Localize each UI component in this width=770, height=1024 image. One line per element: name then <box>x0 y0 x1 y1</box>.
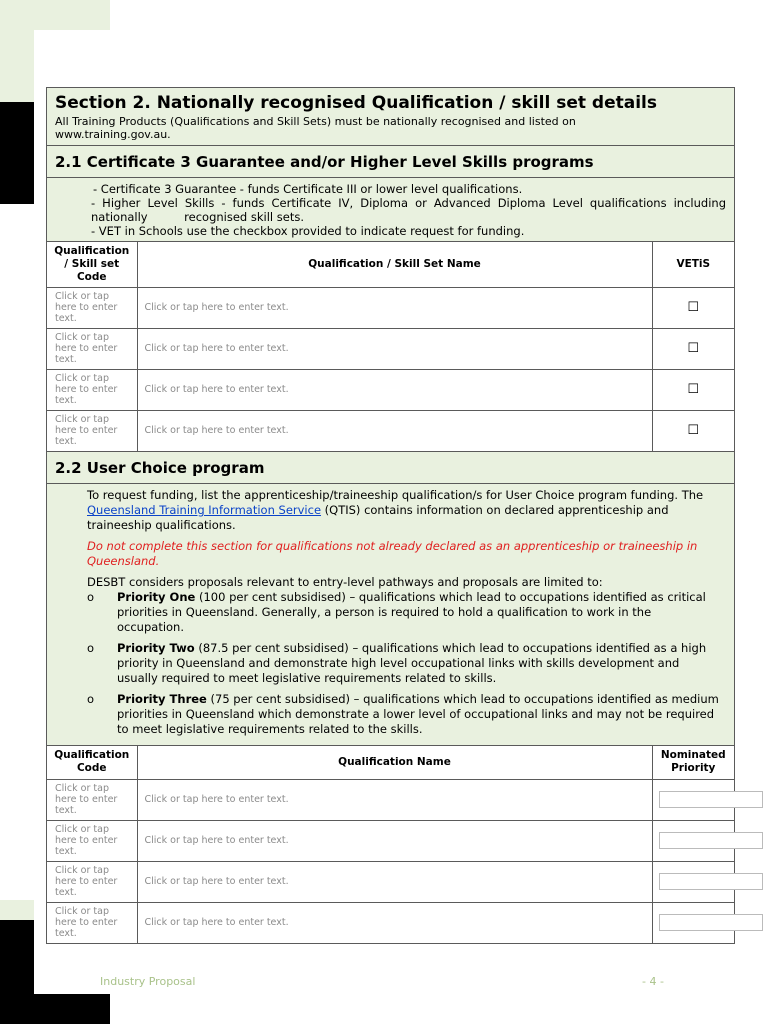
table-row <box>47 328 734 369</box>
code-input[interactable]: Click or tap here to enter text. <box>47 328 137 369</box>
priority-item <box>87 641 720 686</box>
table-2-2-wrap <box>47 746 734 943</box>
code-input[interactable]: Click or tap here to enter text. <box>47 287 137 328</box>
priority-cell <box>652 820 734 861</box>
table-row <box>47 287 734 328</box>
priority-text <box>117 692 720 737</box>
corner-tab-green <box>0 0 110 30</box>
table-row <box>47 902 734 943</box>
priority-item <box>87 692 720 737</box>
nominated-priority-input[interactable] <box>659 832 763 849</box>
section-heading: 2.2 User Choice program <box>55 459 265 477</box>
priority-cell <box>652 902 734 943</box>
section-title: Section 2. Nationally recognised Qualification / skill set details <box>55 93 657 113</box>
section-2-2-header <box>47 452 734 484</box>
section-2-1-header <box>47 146 734 178</box>
footer-doc-title: Industry Proposal <box>100 975 196 988</box>
priority-label: Priority One <box>117 590 196 604</box>
priority-text <box>117 590 720 635</box>
vetis-checkbox[interactable]: ☐ <box>652 328 734 369</box>
edge-strip-green-lower <box>0 900 34 920</box>
section-2-1-notes <box>47 178 734 242</box>
code-input[interactable]: Click or tap here to enter text. <box>47 902 137 943</box>
vetis-checkbox[interactable]: ☐ <box>652 369 734 410</box>
edge-tab-black-top <box>0 102 34 204</box>
code-input[interactable]: Click or tap here to enter text. <box>47 410 137 451</box>
column-header: Qualification / Skill Set Name <box>137 242 652 287</box>
name-input[interactable]: Click or tap here to enter text. <box>137 779 652 820</box>
bottom-bar-black <box>0 994 110 1024</box>
bullet-marker: o <box>87 590 95 604</box>
table-row <box>47 779 734 820</box>
section-2-2-notes <box>47 484 734 746</box>
vetis-checkbox[interactable]: ☐ <box>652 287 734 328</box>
table-row <box>47 369 734 410</box>
bullet-marker: o <box>87 641 95 655</box>
intro-paragraph <box>87 488 720 533</box>
priority-item <box>87 590 720 635</box>
section-2-header <box>47 88 734 146</box>
priority-label: Priority Three <box>117 692 207 706</box>
section-subtitle: All Training Products (Qualifications and Skill Sets) must be nationally recognised and listed on www.training.gov.au. <box>55 115 576 141</box>
note-vetis: - VET in Schools use the checkbox provided to indicate request for funding. <box>91 224 525 238</box>
priority-cell <box>652 861 734 902</box>
column-header: Qualification Name <box>137 746 652 779</box>
priority-desc: (87.5 per cent subsidised) – qualifications which lead to occupations identified as a high priority in Queensland and demonstrate high level occupational links with skills development and usually required to meet legislative requirements related to skills. <box>117 641 707 685</box>
code-input[interactable]: Click or tap here to enter text. <box>47 820 137 861</box>
footer-page-number: - 4 - <box>642 975 664 988</box>
vetis-checkbox[interactable]: ☐ <box>652 410 734 451</box>
column-header: VETiS <box>652 242 734 287</box>
table-2-1-wrap <box>47 242 734 452</box>
code-input[interactable]: Click or tap here to enter text. <box>47 779 137 820</box>
code-input[interactable]: Click or tap here to enter text. <box>47 861 137 902</box>
note-higher-level: - Higher Level Skills - funds Certificate IV, Diploma or Advanced Diploma Level qualifications including nationally recognised skill sets. <box>91 196 730 224</box>
intro-text-end: (QTIS) contains information on declared apprenticeship and traineeship qualifications. <box>87 503 669 532</box>
code-input[interactable]: Click or tap here to enter text. <box>47 369 137 410</box>
table-row <box>47 861 734 902</box>
column-header: Qualification Code <box>47 746 137 779</box>
table-row <box>47 410 734 451</box>
form-frame <box>46 87 735 944</box>
intro-text: To request funding, list the apprenticeship/traineeship qualification/s for User Choice program funding. The <box>87 488 704 502</box>
qualification-table-2-1 <box>47 242 734 451</box>
bullet-marker: o <box>87 692 95 706</box>
name-input[interactable]: Click or tap here to enter text. <box>137 410 652 451</box>
nominated-priority-input[interactable] <box>659 791 763 808</box>
nominated-priority-input[interactable] <box>659 914 763 931</box>
column-header: Qualification / Skill set Code <box>47 242 137 287</box>
column-header: Nominated Priority <box>652 746 734 779</box>
warning-text: Do not complete this section for qualifications not already declared as an apprenticeship or traineeship in Queensland. <box>87 539 698 568</box>
priority-cell <box>652 779 734 820</box>
considers-text: DESBT considers proposals relevant to entry-level pathways and proposals are limited to: <box>87 575 603 589</box>
nominated-priority-input[interactable] <box>659 873 763 890</box>
priority-desc: (75 per cent subsidised) – qualifications which lead to occupations identified as medium priorities in Queensland which demonstrate a lower level of occupational links and may not be required to meet legislative requirements related to the skills. <box>117 692 719 736</box>
note-cert3: - Certificate 3 Guarantee - funds Certificate III or lower level qualifications. <box>93 182 523 196</box>
name-input[interactable]: Click or tap here to enter text. <box>137 287 652 328</box>
priority-desc: (100 per cent subsidised) – qualifications which lead to occupations identified as critical priorities in Queensland. Generally, a person is required to hold a qualification to work in the occupation. <box>117 590 706 634</box>
section-heading: 2.1 Certificate 3 Guarantee and/or Higher Level Skills programs <box>55 153 594 171</box>
name-input[interactable]: Click or tap here to enter text. <box>137 902 652 943</box>
priority-label: Priority Two <box>117 641 195 655</box>
qualification-table-2-2 <box>47 746 734 943</box>
name-input[interactable]: Click or tap here to enter text. <box>137 820 652 861</box>
priority-text <box>117 641 720 686</box>
qtis-link[interactable]: Queensland Training Information Service <box>87 503 322 517</box>
edge-strip-green <box>0 30 34 102</box>
name-input[interactable]: Click or tap here to enter text. <box>137 861 652 902</box>
name-input[interactable]: Click or tap here to enter text. <box>137 369 652 410</box>
name-input[interactable]: Click or tap here to enter text. <box>137 328 652 369</box>
table-row <box>47 820 734 861</box>
